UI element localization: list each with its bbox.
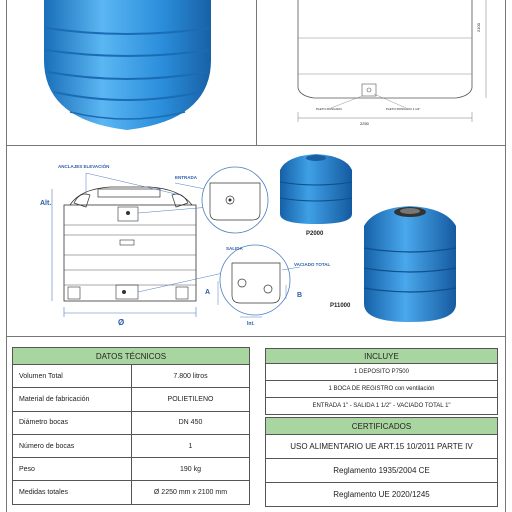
- tech-value: DN 450: [132, 411, 250, 434]
- table-row: [13, 388, 250, 411]
- divider-top-vertical: [256, 0, 257, 145]
- certificate-item: Reglamento 1935/2004 CE: [266, 459, 498, 483]
- certificates-title: CERTIFICADOS: [266, 418, 498, 435]
- table-row: [13, 458, 250, 481]
- table-row: [266, 435, 498, 459]
- tech-data-table: [12, 347, 250, 505]
- label-salida: SALIDA: [226, 246, 243, 251]
- includes-item: 1 DEPOSITO P7500: [266, 364, 498, 381]
- label-entrada: ENTRADA: [175, 175, 197, 180]
- label-p2000: P2000: [306, 231, 324, 237]
- table-row: [266, 483, 498, 507]
- tech-value: 7.800 litros: [132, 365, 250, 388]
- includes-table: [265, 348, 498, 415]
- label-anclajes: ANCLAJES ELEVACIÓN: [58, 164, 110, 169]
- table-row: [266, 459, 498, 483]
- outlet-left-label: PLETO ROSCADO: [316, 107, 342, 111]
- includes-title: INCLUYE: [266, 349, 498, 364]
- tech-data-title: DATOS TÉCNICOS: [13, 348, 250, 365]
- tech-key: Peso: [13, 458, 132, 481]
- label-alt: Alt.: [40, 200, 52, 207]
- label-vaciado: VACIADO TOTAL: [294, 262, 331, 267]
- dim-width-label: 2250: [360, 121, 369, 126]
- table-row: [13, 481, 250, 504]
- tech-value: 1: [132, 434, 250, 457]
- tank-render-p2000: [276, 152, 356, 227]
- divider-mid: [6, 336, 506, 337]
- tank-schematic: [0, 145, 320, 335]
- table-row: [266, 381, 498, 398]
- tech-key: Medidas totales: [13, 481, 132, 504]
- table-row: [266, 398, 498, 415]
- label-b: B: [297, 292, 303, 299]
- label-a: A: [205, 289, 211, 296]
- tech-value: 190 kg: [132, 458, 250, 481]
- table-row: [13, 411, 250, 434]
- tank-render-top: [40, 0, 215, 140]
- table-row: [266, 364, 498, 381]
- label-int: Int.: [247, 321, 255, 327]
- table-row: [13, 434, 250, 457]
- tech-value: POLIETILENO: [132, 388, 250, 411]
- tech-key: Diámetro bocas: [13, 411, 132, 434]
- table-row: [13, 365, 250, 388]
- tank-render-p11000: [360, 204, 460, 324]
- certificate-item: USO ALIMENTARIO UE ART.15 10/2011 PARTE IV: [266, 435, 498, 459]
- certificates-table: [265, 417, 498, 507]
- outlet-right-label: PLETO ROSCADO 1 1/2": [386, 107, 421, 111]
- tech-key: Número de bocas: [13, 434, 132, 457]
- includes-item: ENTRADA 1" - SALIDA 1 1/2" - VACIADO TOTAL 1": [266, 398, 498, 415]
- dim-height-label: 2100: [475, 23, 481, 32]
- tech-key: Volumen Total: [13, 365, 132, 388]
- label-phi: Ø: [118, 318, 125, 327]
- tech-key: Material de fabricación: [13, 388, 132, 411]
- tech-value: Ø 2250 mm x 2100 mm: [132, 481, 250, 504]
- label-p11000: P11000: [330, 303, 351, 309]
- includes-item: 1 BOCA DE REGISTRO con ventilación: [266, 381, 498, 398]
- certificate-item: Reglamento UE 2020/1245: [266, 483, 498, 507]
